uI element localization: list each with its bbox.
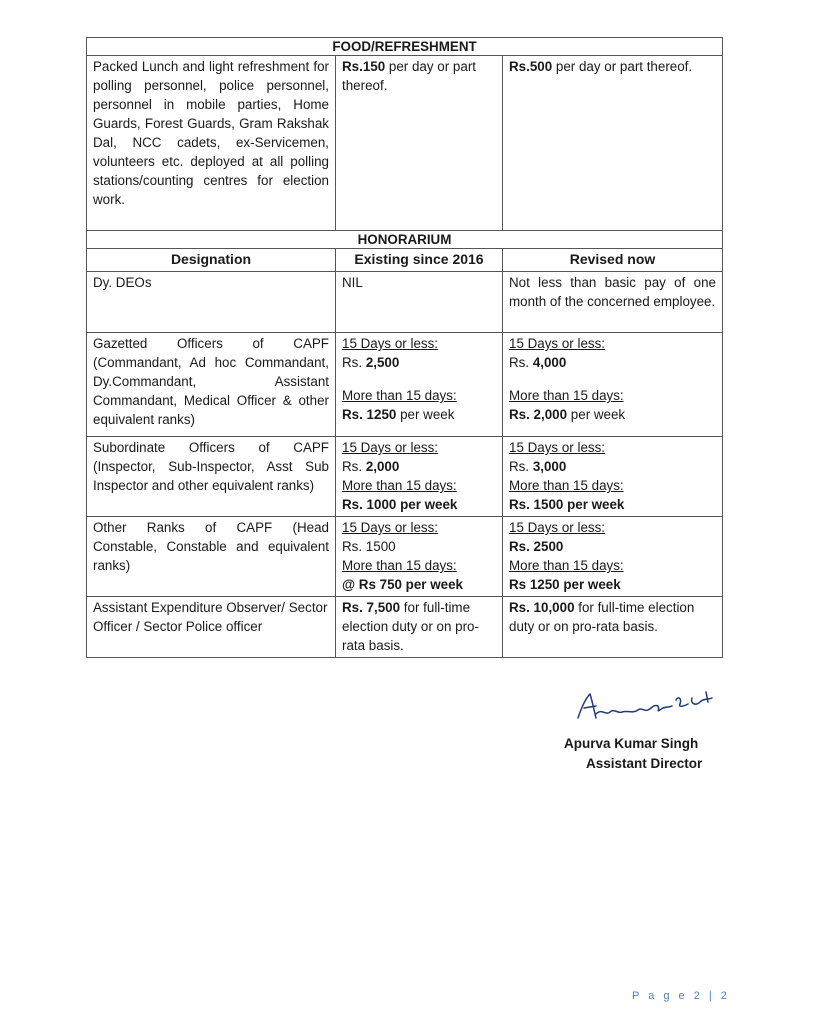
existing-gazetted-officers: 15 Days or less: Rs. 2,500 More than 15 days: Rs. 1250 per week xyxy=(336,333,503,437)
revised-gazetted-officers: 15 Days or less: Rs. 4,000 More than 15 days: Rs. 2,000 per week xyxy=(503,333,723,437)
existing-expenditure-observer: Rs. 7,500 for full-time election duty or on pro-rata basis. xyxy=(336,597,503,658)
food-revised-rate: Rs.500 per day or part thereof. xyxy=(503,56,723,231)
revised-dy-deos: Not less than basic pay of one month of the concerned employee. xyxy=(503,272,723,333)
handwritten-signature xyxy=(572,686,732,726)
table-row xyxy=(87,272,723,333)
table-row xyxy=(87,597,723,658)
designation-gazetted-officers: Gazetted Officers of CAPF (Commandant, Ad hoc Commandant, Dy.Commandant, Assistant Commandant, Medical Officer & other equivalent ranks) xyxy=(87,333,336,437)
table-row xyxy=(87,437,723,517)
food-item-description: Packed Lunch and light refreshment for polling personnel, police personnel, personnel in mobile parties, Home Guards, Forest Guards, Gram Rakshak Dal, NCC cadets, ex-Servicemen, volunteers etc. deployed at all polling stations/counting centres for election work. xyxy=(87,56,336,231)
designation-dy-deos: Dy. DEOs xyxy=(87,272,336,333)
table-row xyxy=(87,333,723,437)
revised-subordinate-officers: 15 Days or less: Rs. 3,000 More than 15 days: Rs. 1500 per week xyxy=(503,437,723,517)
existing-other-ranks: 15 Days or less: Rs. 1500 More than 15 days: @ Rs 750 per week xyxy=(336,517,503,597)
table-row xyxy=(87,56,723,231)
column-header-existing: Existing since 2016 xyxy=(336,249,503,272)
honorarium-heading: HONORARIUM xyxy=(87,231,723,249)
food-heading: FOOD/REFRESHMENT xyxy=(87,38,723,56)
existing-subordinate-officers: 15 Days or less: Rs. 2,000 More than 15 days: Rs. 1000 per week xyxy=(336,437,503,517)
revised-expenditure-observer: Rs. 10,000 for full-time election duty or on pro-rata basis. xyxy=(503,597,723,658)
designation-expenditure-observer: Assistant Expenditure Observer/ Sector Officer / Sector Police officer xyxy=(87,597,336,658)
signatory-name: Apurva Kumar Singh xyxy=(564,736,699,751)
rates-table xyxy=(86,37,723,658)
designation-subordinate-officers: Subordinate Officers of CAPF (Inspector, Sub-Inspector, Asst Sub Inspector and other equivalent ranks) xyxy=(87,437,336,517)
signatory-title: Assistant Director xyxy=(586,756,703,771)
column-header-row xyxy=(87,249,723,272)
column-header-revised: Revised now xyxy=(503,249,723,272)
food-heading-row xyxy=(87,38,723,56)
existing-dy-deos: NIL xyxy=(336,272,503,333)
column-header-designation: Designation xyxy=(87,249,336,272)
designation-other-ranks: Other Ranks of CAPF (Head Constable, Constable and equivalent ranks) xyxy=(87,517,336,597)
table-row xyxy=(87,517,723,597)
food-existing-rate: Rs.150 per day or part thereof. xyxy=(336,56,503,231)
honorarium-heading-row xyxy=(87,231,723,249)
page-number: P a g e 2 | 2 xyxy=(632,990,730,1002)
revised-other-ranks: 15 Days or less: Rs. 2500 More than 15 days: Rs 1250 per week xyxy=(503,517,723,597)
